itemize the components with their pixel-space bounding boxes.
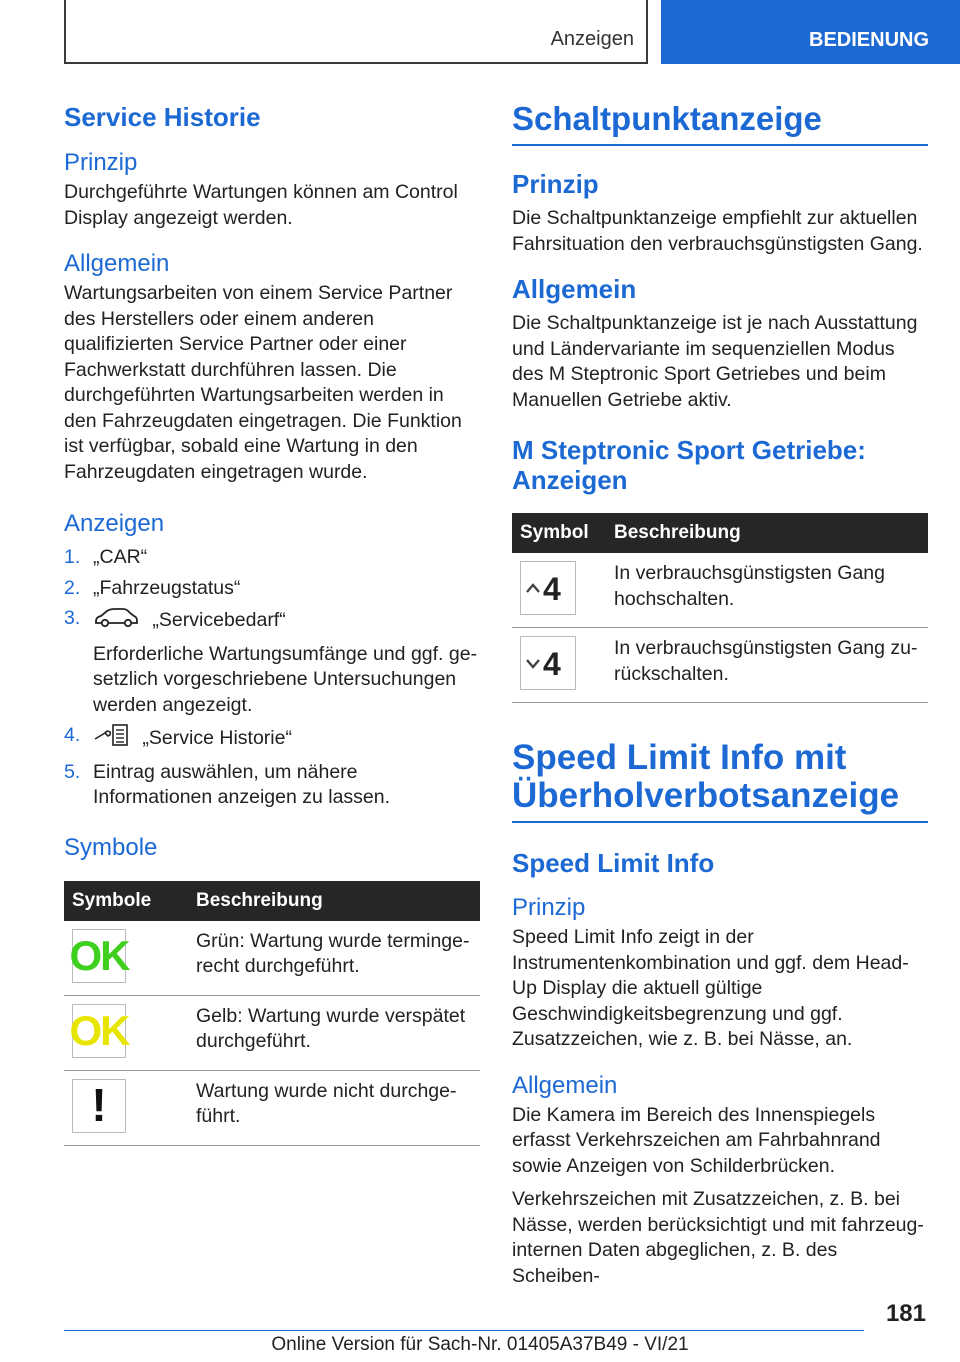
symbol-text: OK (69, 1006, 129, 1054)
right-column (512, 100, 928, 1289)
list-item (64, 545, 480, 571)
header-section-title: Anzeigen (550, 28, 634, 50)
schaltpunktanzeige-title: Schaltpunktanzeige (512, 100, 928, 146)
speed-prinzip-heading: Prinzip (512, 894, 586, 921)
speed-allgemein-heading: Allgemein (512, 1071, 618, 1099)
row-description: Gelb: Wartung wurde verspätet durchgeführt. (188, 995, 480, 1070)
row-description: Grün: Wartung wurde termingerecht durchgeführt. (188, 921, 480, 996)
row-description: In verbrauchsgünstigsten Gang zurückschalten. (606, 628, 928, 703)
shift-up-icon (520, 561, 576, 615)
prinzip-text-right: Die Schaltpunktanzeige empfiehlt zur aktuellen Fahrsituation den verbrauchsgünstigsten Gang. (512, 207, 923, 255)
step-text: Eintrag auswählen, um nähere Informationen anzeigen zu lassen. (93, 760, 391, 808)
header-section-box (64, 0, 648, 64)
header-chapter-tab (661, 0, 960, 64)
ok-green-icon (69, 929, 129, 983)
speed-prinzip-text: Speed Limit Info zeigt in der Instrumentenkombination und ggf. dem Head-Up Display die aktuell gültige Geschwindigkeitsbegrenzung und ggf. Zusatzzeichen, wie z. B. bei Nässe, an. (512, 926, 909, 1050)
step-number: 3. (64, 607, 81, 629)
step-text: „CAR“ (93, 546, 148, 568)
footer-divider (64, 1330, 864, 1331)
step-number: 1. (64, 546, 81, 568)
row-description: Wartung wurde nicht durchgeführt. (188, 1070, 480, 1145)
speed-limit-info-heading: Speed Limit Info (512, 848, 715, 878)
table-header-row (512, 513, 928, 553)
speed-allgemein-text-2: Verkehrszeichen mit Zusatzzeichen, z. B. bei Nässe, werden berücksichtigt und mit fahrzeuginternen Daten abgeglichen, z. B. des Scheiben- (512, 1188, 924, 1287)
speed-limit-title: Speed Limit Info mit Überholverbotsanzeige (512, 739, 928, 823)
exclamation-icon (72, 1079, 126, 1133)
step-number: 5. (64, 760, 81, 783)
column-header-symbol: Symbol (512, 513, 606, 553)
gear-number: 4 (543, 647, 561, 679)
gear-number: 4 (543, 572, 561, 604)
table-header-row (64, 881, 480, 921)
allgemein-heading: Allgemein (64, 250, 170, 277)
list-item (64, 576, 480, 602)
anzeigen-steps (64, 545, 480, 811)
table-row (64, 921, 480, 996)
prinzip-text: Durchgeführte Wartungen können am Control Display angezeigt werden. (64, 181, 458, 229)
allgemein-text-right: Die Schaltpunktanzeige ist je nach Ausstattung und Ländervariante im sequenziellen Modus des M Steptronic Sport Getriebes und beim Manuellen Getriebe aktiv. (512, 312, 918, 411)
column-header-beschreibung: Beschreibung (606, 513, 928, 553)
header-chapter-label: BEDIENUNG (809, 29, 930, 51)
shift-down-icon (520, 636, 576, 690)
car-icon (93, 606, 139, 636)
prinzip-heading: Prinzip (64, 149, 138, 176)
column-header-symbole: Symbole (64, 881, 188, 921)
schaltpunkt-table (512, 513, 928, 703)
list-item (64, 606, 480, 718)
list-item (64, 723, 480, 755)
allgemein-text: Wartungsarbeiten von einem Service Partner des Herstellers oder einem anderen qualifizierten Service Partner oder einer Fachwerkstatt durchführen lassen. Die durchgeführten Wartungsarbeiten werden in den Fahrzeugdaten eingetragen. Die Funktion ist verfügbar, sobald eine Wartung in den Fahrzeugdaten eingetragen wurde. (64, 282, 462, 483)
step-subtext: Erforderliche Wartungsumfänge und ggf. gesetzlich vorgeschriebene Untersuchungen werden angezeigt. (93, 642, 478, 716)
symbol-text: ! (91, 1078, 107, 1131)
symbole-heading: Symbole (64, 833, 158, 861)
table-row (64, 1070, 480, 1145)
allgemein-heading-right: Allgemein (512, 274, 637, 304)
speed-allgemein-text-1: Die Kamera im Bereich des Innenspiegels erfasst Verkehrszeichen am Fahrbahnrand sowie Anzeigen von Schilderbrücken. (512, 1103, 881, 1177)
footer-version-text: Online Version für Sach-Nr. 01405A37B49 - VI/21 (271, 1334, 689, 1355)
ok-yellow-icon (69, 1004, 129, 1058)
page-number: 181 (885, 1300, 926, 1327)
symbol-text: OK (69, 931, 129, 979)
step-number: 4. (64, 724, 81, 746)
prinzip-heading-right: Prinzip (512, 169, 599, 199)
step-text: „Service Historie“ (142, 726, 292, 749)
list-item (64, 760, 480, 811)
table-row (512, 553, 928, 628)
steptronic-heading: M Steptronic Sport Getriebe: Anzeigen (512, 435, 866, 495)
row-description: In verbrauchsgünstigsten Gang hochschalten. (606, 553, 928, 628)
table-row (512, 628, 928, 703)
service-historie-title: Service Historie (64, 102, 261, 132)
step-number: 2. (64, 576, 81, 599)
step-text: „Fahrzeugstatus“ (93, 576, 241, 599)
table-row (64, 995, 480, 1070)
step-text: „Servicebedarf“ (152, 608, 286, 631)
anzeigen-heading: Anzeigen (64, 510, 165, 537)
left-column (64, 100, 480, 1146)
symbole-table (64, 881, 480, 1146)
column-header-beschreibung: Beschreibung (188, 881, 480, 921)
service-history-icon (93, 723, 129, 755)
